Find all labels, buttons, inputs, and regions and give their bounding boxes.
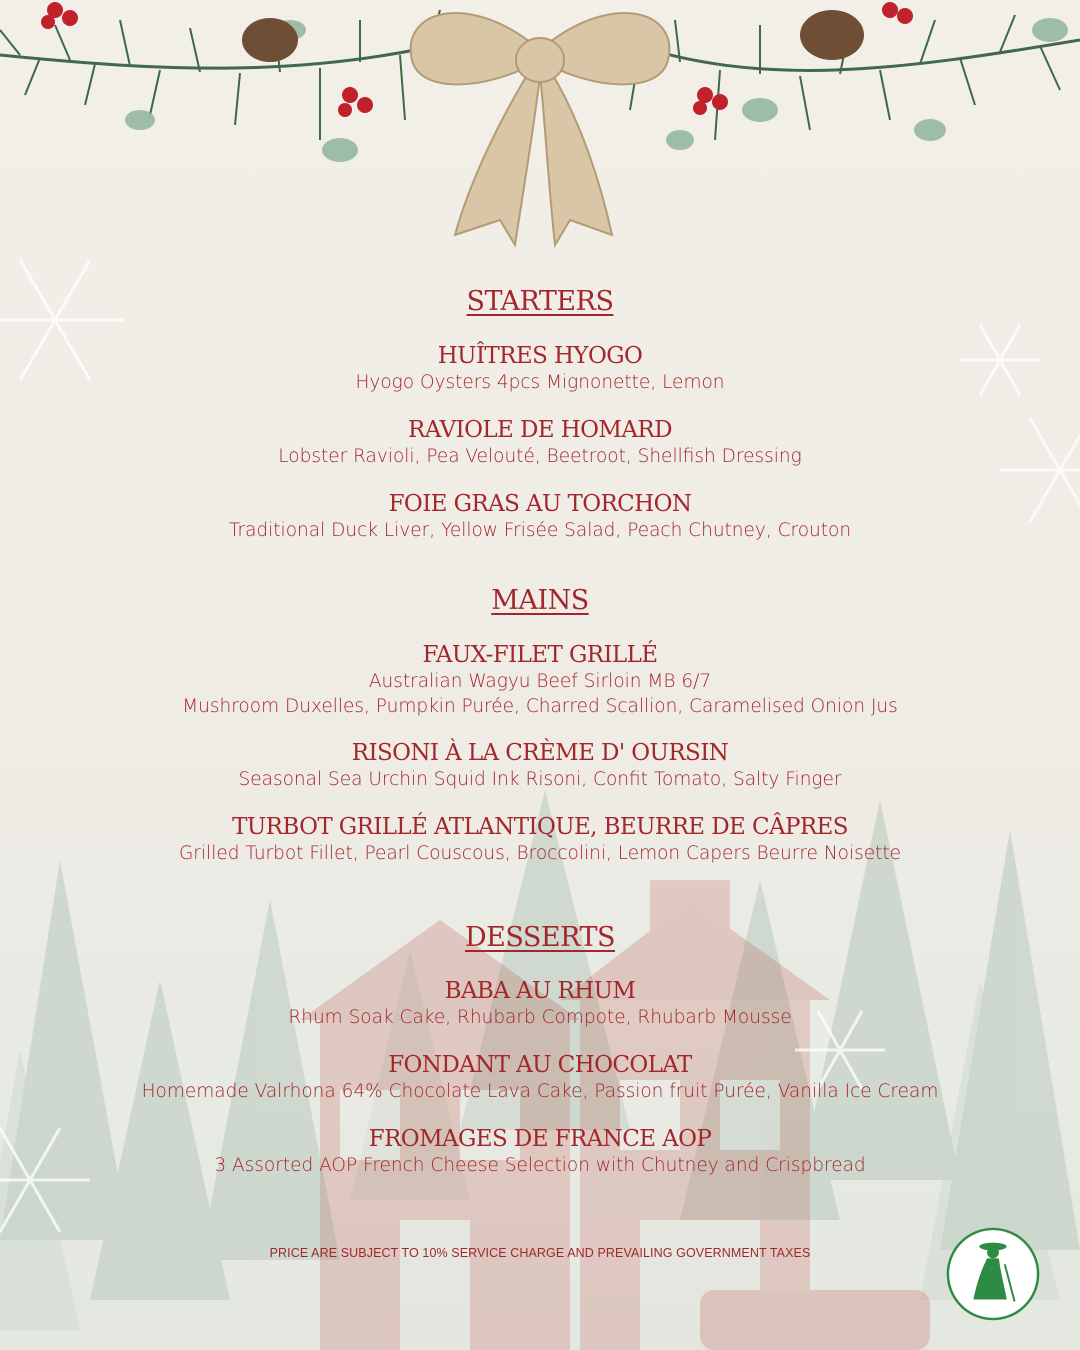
dish-name: RISONI À LA CRÈME D' OURSIN [351,740,729,766]
dish-raviole-de-homard [0,416,1080,469]
dish-foie-gras [0,490,1080,543]
dish-fromages [0,1125,1080,1178]
dish-name: BABA AU RHUM [444,978,636,1004]
section-title-desserts: DESSERTS [465,922,615,953]
dish-description: Rhum Soak Cake, Rhubarb Compote, Rhubarb Mousse [288,1007,792,1028]
dish-name: HUÎTRES HYOGO [437,343,643,369]
dish-description: Seasonal Sea Urchin Squid Ink Risoni, Confit Tomato, Salty Finger [238,769,842,790]
dish-description: Mushroom Duxelles, Pumpkin Purée, Charred Scallion, Caramelised Onion Jus [182,696,898,717]
service-charge-note: PRICE ARE SUBJECT TO 10% SERVICE CHARGE AND PREVAILING GOVERNMENT TAXES [269,1246,811,1260]
section-title-starters: STARTERS [466,286,614,317]
dish-fondant-au-chocolat [0,1051,1080,1104]
dish-name: FONDANT AU CHOCOLAT [388,1052,692,1078]
dish-faux-filet [0,641,1080,719]
dish-description: 3 Assorted AOP French Cheese Selection with Chutney and Crispbread [214,1155,866,1176]
dish-description: Australian Wagyu Beef Sirloin MB 6/7 [368,671,712,692]
dish-description: Traditional Duck Liver, Yellow Frisée Salad, Peach Chutney, Crouton [228,520,852,541]
dish-name: TURBOT GRILLÉ ATLANTIQUE, BEURRE DE CÂPRES [232,814,848,840]
dish-huitres-hyogo [0,342,1080,395]
dish-description: Homemade Valrhona 64% Chocolate Lava Cake, Passion fruit Purée, Vanilla Ice Cream [141,1081,939,1102]
dish-description: Grilled Turbot Fillet, Pearl Couscous, Broccolini, Lemon Capers Beurre Noisette [178,843,902,864]
dish-name: FROMAGES DE FRANCE AOP [368,1126,712,1152]
dish-risoni [0,739,1080,792]
christmas-garland [0,0,1080,260]
dish-description: Lobster Ravioli, Pea Velouté, Beetroot, Shellfish Dressing [278,446,802,467]
dish-name: FAUX-FILET GRILLÉ [422,642,658,668]
dish-description: Hyogo Oysters 4pcs Mignonette, Lemon [355,372,725,393]
dish-baba-au-rhum [0,977,1080,1030]
angelus-logo [944,1225,1042,1323]
dish-turbot [0,813,1080,866]
section-title-mains: MAINS [491,585,589,616]
dish-name: FOIE GRAS AU TORCHON [388,491,692,517]
dish-name: RAVIOLE DE HOMARD [408,417,672,443]
